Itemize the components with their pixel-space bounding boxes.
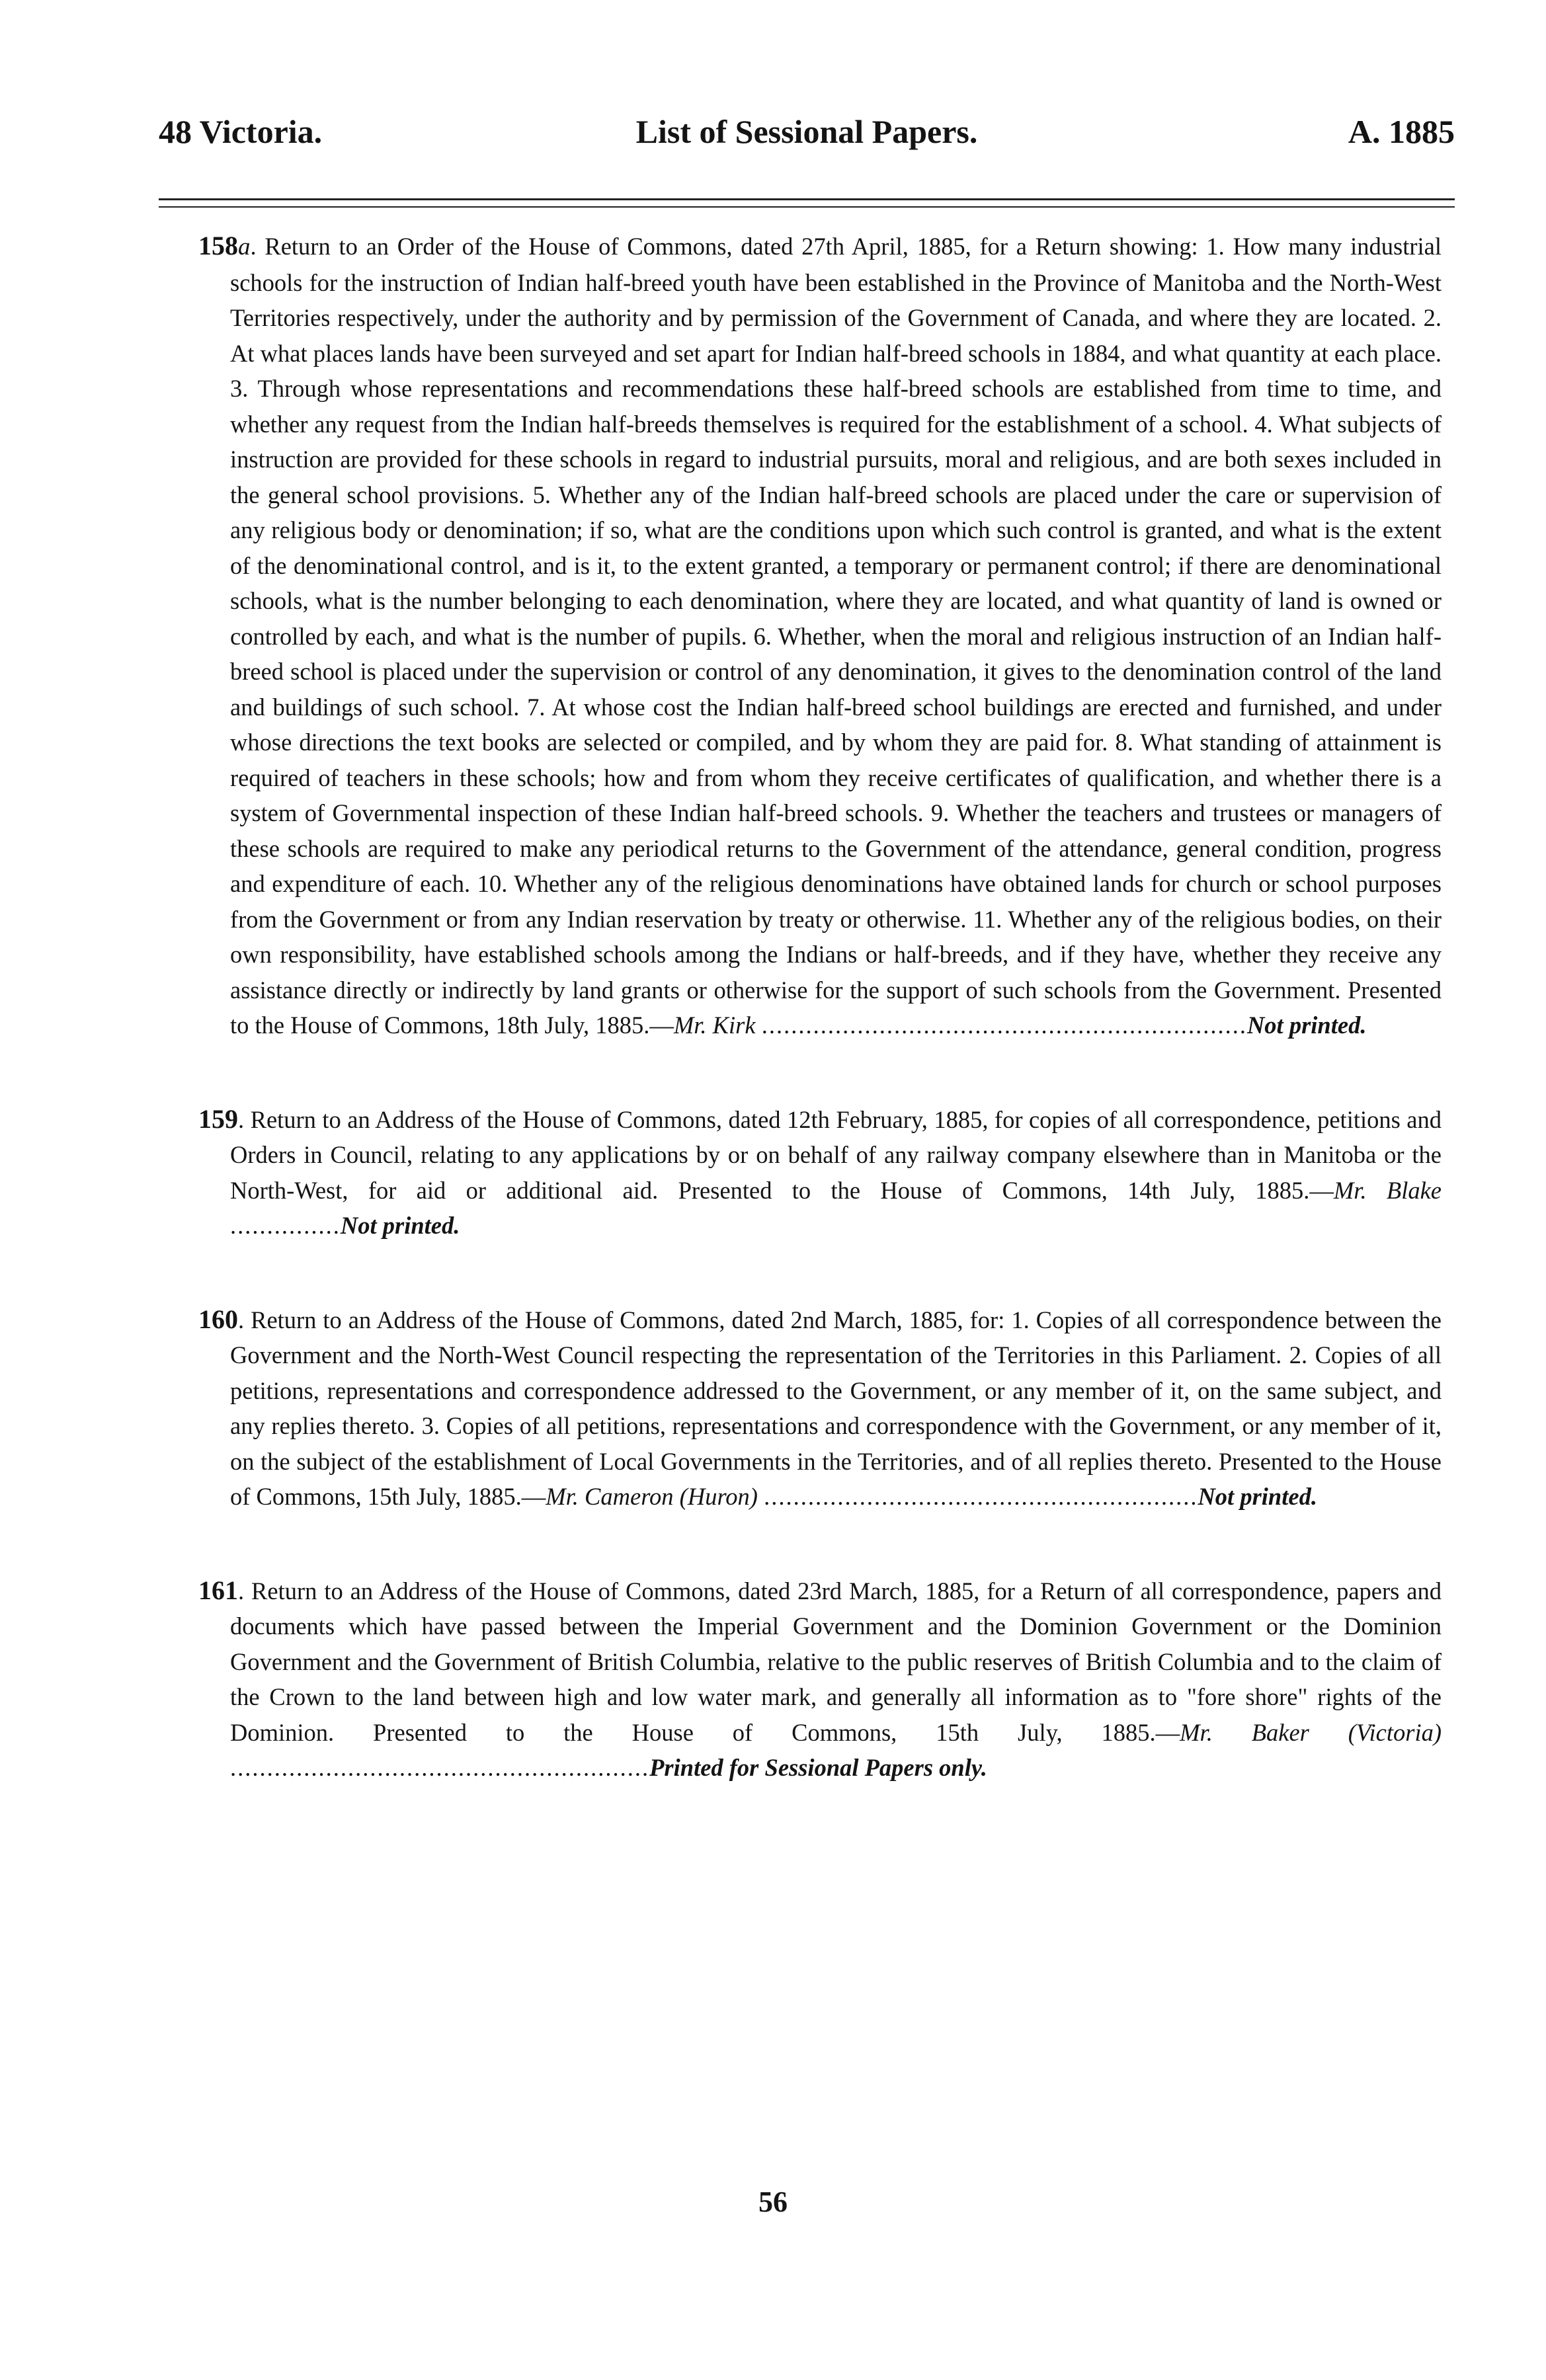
paper-entry-161: [198, 1573, 1442, 1786]
paper-description: . Return to an Address of the House of Commons, dated 2nd March, 1885, for: 1. Copies of all correspondence between the Government and the North-West Council respecting the representation of the Territories in this Parliament. 2. Copies of all petitions, representations and correspondence addressed to the Government, or any member of it, on the same subject, and any replies thereto. 3. Copies of all petitions, representations and correspondence with the Government, or any member of it, on the subject of the establishment of Local Governments in the Territories, and of all replies thereto. Presented to the House of Commons, 15th July, 1885.—: [230, 1306, 1442, 1510]
header-rule-thick: [159, 198, 1455, 200]
paper-status: Not printed.: [1198, 1483, 1317, 1510]
paper-number: 161: [198, 1575, 238, 1605]
paper-description: . Return to an Order of the House of Commons, dated 27th April, 1885, for a Return showing: 1. How many industrial schools for the instruction of Indian half-breed youth have been established in the Province of Manitoba and the North-West Territories respectively, under the authority and by permission of the Government of Canada, and where they are located. 2. At what places lands have been surveyed and set apart for Indian half-breed schools in 1884, and what quantity at each place. 3. Through whose representations and recommendations these half-breed schools are established from time to time, and whether any request from the Indian half-breeds themselves is required for the establishment of a school. 4. What subjects of instruction are provided for these schools in regard to industrial pursuits, moral and religious, and are both sexes included in the general school provisions. 5. Whether any of the Indian half-breed schools are placed under the care or supervision of any religious body or denomination; if so, what are the conditions upon which such control is granted, and what is the extent of the denominational control, and is it, to the extent granted, a temporary or permanent control; if there are denominational schools, what is the number belonging to each denomination, where they are located, and what quantity of land is owned or controlled by each, and what is the number of pupils. 6. Whether, when the moral and religious instruction of an Indian half-breed school is placed under the supervision or control of any denomination, it gives to the denomination control of the land and buildings of such school. 7. At whose cost the Indian half-breed school buildings are erected and furnished, and under whose directions the text books are selected or compiled, and by whom they are paid for. 8. What standing of attainment is required of teachers in these schools; how and from whom they receive certificates of qualification, and whether there is a system of Governmental inspection of these Indian half-breed schools. 9. Whether the teachers and trustees or managers of these schools are required to make any periodical returns to the Government of the attendance, general condition, progress and expenditure of each. 10. Whether any of the religious denominations have obtained lands for church or school purposes from the Government or from any Indian reservation by treaty or otherwise. 11. Whether any of the religious bodies, on their own responsibility, have established schools among the Indians or half-breeds, and if they have, whether they receive any assistance directly or indirectly by land grants or otherwise for the support of such schools from the Government. Presented to the House of Commons, 18th July, 1885.—: [230, 233, 1442, 1039]
paper-description: . Return to an Address of the House of Commons, dated 23rd March, 1885, for a Return of all correspondence, papers and documents which have passed between the Imperial Government and the Dominion Government or the Dominion Government and the Government of British Columbia, relative to the public reserves of British Columbia and to the claim of the Crown to the land between high and low water mark, and generally all information as to "fore shore" rights of the Dominion. Presented to the House of Commons, 15th July, 1885.—: [230, 1577, 1442, 1746]
paper-mover: Mr. Cameron (Huron): [546, 1483, 758, 1510]
paper-number: 159: [198, 1103, 238, 1134]
paper-entry-158a: [198, 228, 1442, 1043]
paper-status: Not printed.: [1246, 1012, 1367, 1039]
header-rule-thin: [159, 206, 1455, 208]
header-title: List of Sessional Papers.: [635, 113, 978, 150]
page-number: 56: [758, 2186, 788, 2218]
dot-leader: ...........................................................: [764, 1483, 1198, 1510]
paper-number: 160: [198, 1304, 238, 1334]
paper-mover: Mr. Baker (Victoria): [1180, 1718, 1442, 1746]
sessional-papers-list: [198, 228, 1442, 1844]
dot-leader: .........................................................: [230, 1754, 650, 1781]
paper-status: Printed for Sessional Papers only.: [649, 1754, 987, 1781]
dot-leader: ..................................................................: [761, 1012, 1247, 1039]
header-session: 48 Victoria.: [159, 113, 323, 150]
running-header: [159, 112, 1455, 172]
paper-entry-160: [198, 1302, 1442, 1515]
dot-leader: ...............: [230, 1212, 341, 1239]
paper-description: . Return to an Address of the House of Commons, dated 12th February, 1885, for copies of all correspondence, petitions and Orders in Council, relating to any applications by or on behalf of any railway company elsewhere than in Manitoba or the North-West, for aid or additional aid. Presented to the House of Commons, 14th July, 1885.—: [230, 1105, 1442, 1204]
paper-status: Not printed.: [340, 1212, 460, 1239]
header-year: A. 1885: [1348, 113, 1455, 150]
paper-entry-159: [198, 1101, 1442, 1244]
paper-number: 158a: [198, 231, 251, 260]
paper-mover: Mr. Blake: [1333, 1176, 1442, 1204]
paper-mover: Mr. Kirk: [673, 1012, 756, 1039]
